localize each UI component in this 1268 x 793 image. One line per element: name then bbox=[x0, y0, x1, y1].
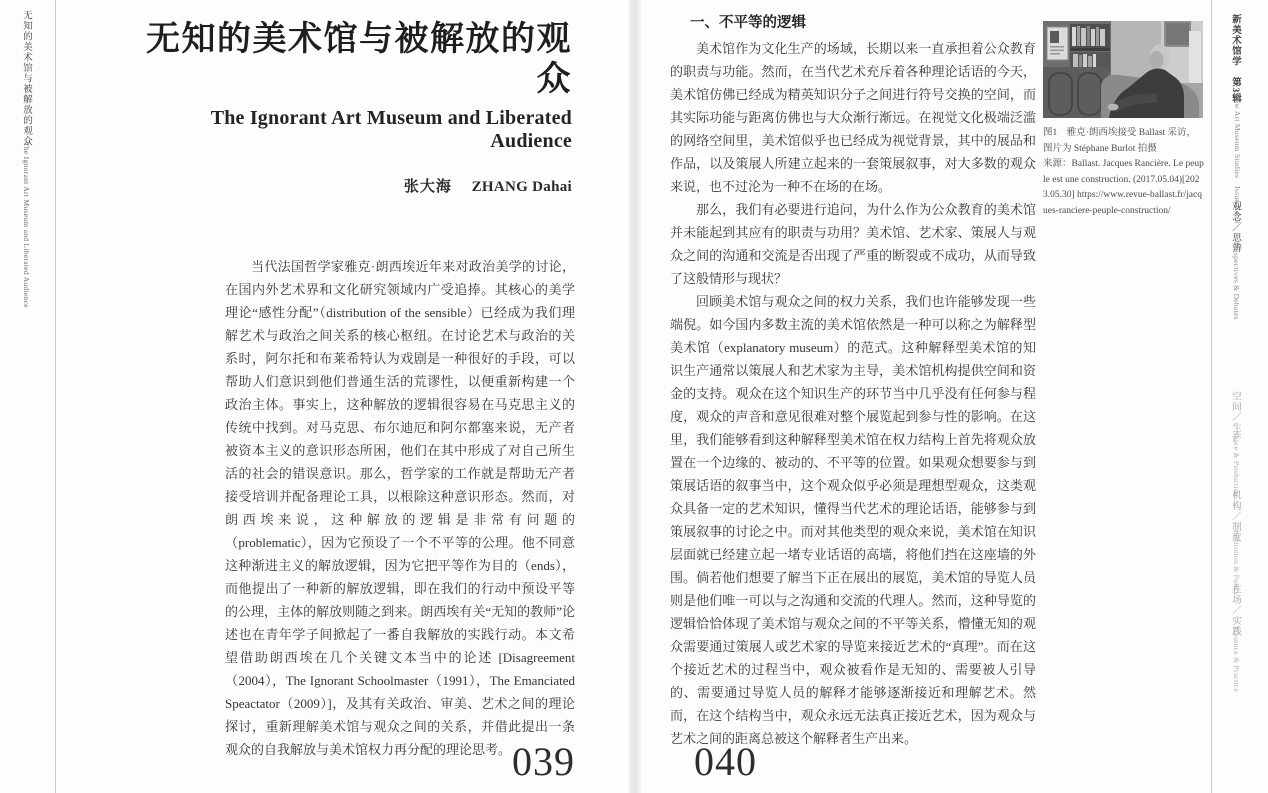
author-name-cn: 张大海 bbox=[403, 179, 452, 195]
section-heading: 一、不平等的逻辑 bbox=[690, 15, 806, 31]
spine-section-perspectives-en: Perspectives & Debates bbox=[1232, 242, 1241, 320]
figure-caption bbox=[1043, 126, 1205, 219]
spine-journal-title-en: New Art Museum Studies Issue No. 3 bbox=[1233, 94, 1242, 224]
article-header bbox=[130, 20, 572, 196]
spine-section-institution-cn: 机构／制度 bbox=[1230, 490, 1240, 543]
spine-section-institution-en: Institution & Policy bbox=[1232, 530, 1241, 596]
page-number-039: 039 bbox=[512, 739, 575, 784]
article-title-cn: 无知的美术馆与被解放的观众 bbox=[146, 21, 572, 98]
spine-journal-title-cn: 新美术馆学 第3辑 bbox=[1230, 14, 1240, 104]
body-paragraph-2: 那么，我们有必要进行追问，为什么作为公众教育的美术馆并未能起到其应有的职责与功用？美术馆、艺术家、策展人与观众之间的沟通和交流是否出现了严重的断裂或不成功，从而导致了这般情形与现状？ bbox=[670, 202, 1036, 286]
spine-section-perspectives-cn: 观念／思辨 bbox=[1230, 201, 1240, 254]
right-page-column bbox=[670, 12, 1036, 750]
left-margin-rule bbox=[55, 0, 56, 793]
figure-caption-text: 图1 雅克·朗西埃接受 Ballast 采访，图片为 Stéphane Burlot 拍摄 bbox=[1043, 128, 1197, 154]
spine-left-title-cn: 无知的美术馆与被解放的观众 bbox=[21, 10, 31, 147]
spine-section-presence-en: Presence & Practice bbox=[1232, 626, 1241, 693]
right-margin-rule bbox=[1211, 0, 1212, 793]
figure-source-text: 来源：Ballast. Jacques Rancière. Le peuple est une construction. (2017.05.04)[2023.05.30] https://www.revue-ballast.fr/jacques-ranciere-peuple-construction/ bbox=[1043, 159, 1204, 216]
spread-gutter bbox=[628, 0, 641, 793]
spine-section-space-cn: 空间／生产 bbox=[1230, 391, 1240, 444]
author-line bbox=[130, 175, 572, 196]
page-number-040: 040 bbox=[694, 739, 757, 784]
article-title-en: The Ignorant Art Museum and Liberated Audience bbox=[210, 107, 572, 152]
abstract-paragraph: 当代法国哲学家雅克·朗西埃近年来对政治美学的讨论，在国内外艺术界和文化研究领域内广受追捧。其核心的美学理论“感性分配”（distribution of the sensible）已经成为我们理解艺术与政治之间关系的核心枢纽。在讨论艺术与政治的关系时，阿尔托和布莱希特认为戏剧是一种很好的手段，可以帮助人们意识到他们普通生活的荒谬性，以便重新构建一个政治主体。事实上，这种解放的逻辑很容易在马克思主义的传统中找到。对马克思、布尔迪厄和阿尔都塞来说，无产者被资本主义的意识形态所困，他们在其中形成了对自己所生活的社会的错误意识。那么，哲学家的工作就是帮助无产者接受培训并配备理论工具，以根除这种意识形态。然而，对朗西埃来说，这种解放的逻辑是非常有问题的（problematic），因为它预设了一个不平等的公理。他不同意这种渐进主义的解放逻辑，因为它把平等作为目的（ends），而他提出了一种新的解放逻辑，即在我们的行动中预设平等的公理，主体的解放则随之到来。朗西埃有关“无知的教师”论述也在青年学子间掀起了一番自我解放的实践行动。本文希望借助朗西埃在几个关键文本当中的论述 [Disagreement（2004），The Ignorant Schoolmaster（1991），The Emanciated Speactator（2009）]，及其有关政治、审美、艺术之间的理论探讨，重新理解美术馆与观众之间的关系，并借此提出一条观众的自我解放与美术馆权力再分配的理论思考。 bbox=[225, 259, 575, 757]
body-paragraph-3: 回顾美术馆与观众之间的权力关系，我们也许能够发现一些端倪。如今国内多数主流的美术馆依然是一种可以称之为解释型美术馆（explanatory museum）的范式。这种解释型美术馆的知识生产通常以策展人和艺术家为主导，美术馆机构提供空间和资金的支持。观众在这个知识生产的环节当中几乎没有任何参与程度，观众的声音和意见很难对整个展览起到参与性的影响。在这里，我们能够看到这种解释型美术馆在权力结构上首先将观众放置在一个边缘的、被动的、不平等的位置。如果观众想要参与到策展话语的叙事当中，这个观众似乎必须是理想型观众，这类观众具备一定的艺术知识，懂得当代艺术的理论话语，能够参与到策展叙事的讨论之中。而对其他类型的观众来说，美术馆在知识层面就已经建立起一堵专业话语的高墙，将他们挡在这座墙的外围。倘若他们想要了解当下正在展出的展览，美术馆的导览人员则是他们唯一可以与之沟通和交流的代理人。然而，这种导览的逻辑恰恰体现了美术馆与观众之间的不平等关系，懵懂无知的观众需要通过策展人或艺术家的导览来接近艺术的“真理”。而在这个接近艺术的过程当中，观众被看作是无知的、需要被人引导的、需要通过导览人员的解释才能够逐渐接近和理解艺术。然而，在这个结构当中，观众永远无法真正接近艺术，因为观众与艺术之间的距离总被这个解释者生产出来。 bbox=[670, 294, 1036, 746]
ranciere-photo bbox=[1043, 21, 1203, 118]
spine-section-space-en: Space & Production bbox=[1232, 431, 1241, 497]
body-paragraph-1: 美术馆作为文化生产的场域，长期以来一直承担着公众教育的职责与功能。然而，在当代艺术充斥着各种理论话语的今天，美术馆仿佛已经成为精英知识分子之间进行符号交换的空间，而其实际功能与距离仿佛也与大众渐行渐远。在视觉文化极端泛滥的网络空间里，美术馆似乎也已经成为视觉背景，其中的展品和作品，以及策展人所建立起来的一套策展叙事，对大多数的观众来说，也不过沦为一种不在场的在场。 bbox=[670, 41, 1036, 194]
spine-left-title-en: The Ignorant Art Museum and Liberated Audience bbox=[22, 142, 31, 308]
figure-1 bbox=[1043, 21, 1203, 219]
author-name-en: ZHANG Dahai bbox=[471, 179, 572, 195]
spine-section-presence-cn: 在场／实践 bbox=[1230, 584, 1240, 637]
